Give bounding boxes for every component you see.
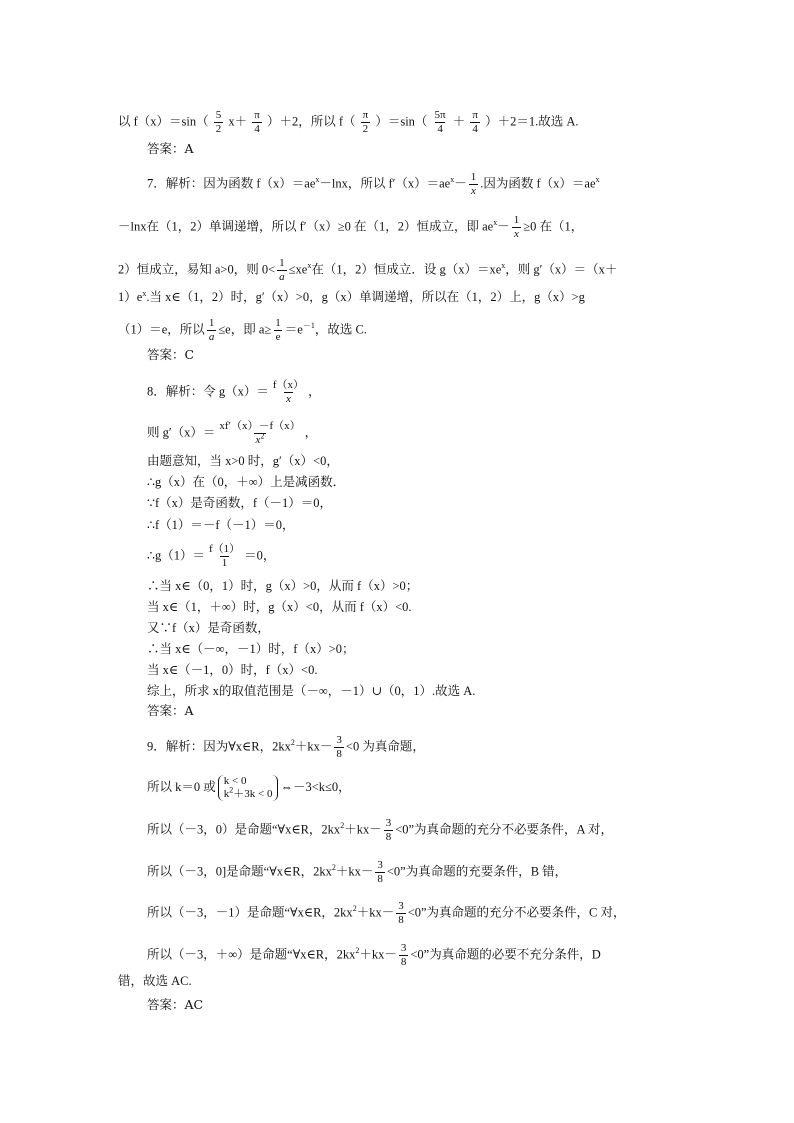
text-run: .因为函数 f（x）＝ae: [480, 176, 596, 191]
q8-line-2: [147, 421, 317, 446]
q8-line-12: 当 x∈（－1，0）时，f（x）<0.: [147, 663, 318, 677]
superscript: x: [315, 175, 320, 185]
q9-line-6: [147, 943, 601, 968]
text-run: x＋: [228, 114, 248, 129]
superscript: 2: [229, 785, 234, 795]
denominator: 8: [385, 831, 392, 843]
text-run: 7．解析：因为函数 f（x）＝ae: [147, 176, 316, 191]
denominator: x: [514, 228, 519, 240]
fraction: [469, 172, 479, 197]
q8-line-11: ∴当 x∈（－∞，－1）时，f（x）>0；: [147, 642, 355, 656]
fraction: [512, 215, 522, 240]
text-run: ∴g（1）＝: [147, 548, 205, 563]
q6-answer: 答案：A: [147, 141, 194, 156]
q8-line-7: [147, 544, 275, 569]
q9-line-4: [147, 860, 567, 885]
text-run: ＋3k < 0: [233, 788, 273, 800]
fraction: [470, 110, 480, 135]
numerator: xf′（x）－f（x）: [219, 420, 301, 432]
text-run: ≥0 在（1，: [523, 219, 584, 234]
superscript: x: [142, 288, 147, 298]
q7-answer: 答案：C: [147, 347, 195, 362]
fraction: [217, 421, 302, 446]
q8-line-13: 综上，所求 x的取值范围是（－∞，－1）∪（0，1）.故选 A.: [147, 684, 476, 698]
q9-line-2: [147, 775, 351, 801]
q9-line-7: 错，故选 AC.: [118, 974, 192, 988]
q9-line-3: [147, 818, 613, 843]
denominator: 8: [400, 956, 407, 968]
q7-line-4: [118, 288, 585, 306]
numerator: π: [472, 109, 478, 121]
fraction: [361, 110, 371, 135]
q8-line-5: ∵f（x）是奇函数，f（－1）＝0，: [147, 496, 333, 510]
text-run: ＋kx－: [335, 864, 374, 879]
denominator: x: [471, 185, 476, 197]
q7-line-3: [118, 258, 617, 283]
denominator: a: [208, 331, 215, 343]
superscript: x: [501, 261, 506, 271]
denominator: [254, 433, 267, 446]
numerator: π: [362, 109, 369, 121]
text-run: 则 g′（x）＝: [147, 425, 216, 440]
text-run: k: [223, 788, 230, 800]
fraction: [252, 110, 262, 135]
text-run: <0 为真命题，: [345, 739, 425, 754]
text-run: 所以 k＝0 或: [147, 779, 216, 794]
text-run: 8．解析：令 g（x）＝: [147, 384, 269, 399]
text-run: －: [497, 219, 510, 234]
text-run: 所以（－3，－1）是命题“∀x∈R，2kx: [147, 905, 353, 920]
q8-line-3: 由题意知，当 x>0 时，g′（x）<0，: [147, 454, 339, 468]
denominator: 2: [362, 123, 369, 135]
text-run: ≤e，即 a≥: [218, 322, 272, 337]
q7-line-2: [118, 215, 583, 240]
fraction: [375, 860, 385, 885]
denominator: 8: [377, 873, 383, 885]
text-run: ≤xe: [288, 262, 308, 277]
fraction: [384, 818, 394, 843]
system-row: k < 0: [223, 775, 247, 787]
inequality-system: [218, 775, 279, 801]
superscript: 2: [340, 821, 345, 831]
fraction: [396, 901, 406, 926]
numerator: 5π: [434, 109, 446, 121]
q9-answer: 答案：AC: [147, 997, 204, 1012]
numerator: 1: [513, 214, 520, 226]
superscript: x: [307, 261, 312, 271]
system-row: [223, 785, 273, 801]
denominator: 2: [215, 123, 222, 135]
text-run: .当 x∈（1，2）时，g′（x）>0，g（x）单调递增，所以在（1，2）上，g（x）>g: [146, 290, 585, 304]
text-run: 1）e: [118, 290, 143, 304]
fraction: [207, 544, 242, 569]
numerator: 3: [385, 817, 392, 829]
fraction: [433, 110, 448, 135]
numerator: 3: [398, 900, 404, 912]
text-run: ，: [308, 384, 321, 399]
text-run: 所以（－3，0）是命题“∀x∈R，2kx: [147, 822, 341, 837]
text-run: ＋kx－: [344, 822, 382, 837]
q8-line-10: 又∵f（x）是奇函数，: [147, 621, 270, 635]
denominator: x: [286, 393, 291, 405]
text-run: ＋: [452, 114, 466, 129]
fraction: [334, 735, 344, 760]
q6-line-1: [118, 110, 578, 135]
text-run: 所以（－3，0]是命题“∀x∈R，2kx: [147, 864, 332, 879]
q8-answer: 答案：A: [147, 703, 194, 718]
q8-line-8: ∴当 x∈（0，1）时，g（x）>0，从而 f（x）>0；: [147, 579, 419, 593]
superscript: 2: [290, 738, 295, 748]
denominator: 1: [221, 557, 228, 569]
q9-line-5: [147, 901, 626, 926]
text-run: ）＋2，所以 f（: [266, 114, 356, 129]
text-run: 9．解析：因为∀x∈R，2kx: [147, 739, 291, 754]
superscript: 2: [331, 863, 336, 873]
numerator: 1: [275, 317, 281, 329]
text-run: 以 f（x）＝sin（: [118, 114, 209, 129]
denominator: 8: [398, 914, 404, 926]
fraction: [214, 110, 224, 135]
superscript: 2: [352, 904, 357, 914]
superscript: x: [493, 218, 498, 228]
text-run: －lnx，所以 f′（x）＝ae: [319, 176, 451, 191]
text-run: ）＝sin（: [375, 114, 428, 129]
numerator: 1: [279, 257, 285, 269]
text-run: ＋kx－: [356, 905, 395, 920]
fraction: [273, 318, 283, 343]
fraction: [399, 943, 409, 968]
text-run: ＋kx－: [294, 739, 333, 754]
superscript: 2: [355, 946, 360, 956]
q8-line-9: 当 x∈（1，＋∞）时，g（x）<0，从而 f（x）<0.: [147, 600, 412, 614]
text-run: ＋kx－: [359, 947, 397, 962]
numerator: 5: [215, 109, 222, 121]
q8-line-4: ∴g（x）在（0，＋∞）上是减函数．: [147, 475, 346, 489]
text-run: <0”为真命题的充分不必要条件，A 对，: [395, 822, 614, 837]
numerator: π: [254, 109, 260, 121]
q8-line-6: ∴f（1）＝－f（－1）＝0，: [147, 518, 295, 532]
q9-line-1: [147, 735, 425, 760]
denominator: 4: [472, 123, 478, 135]
q8-line-1: [147, 380, 321, 405]
text-run: ＝e: [284, 322, 303, 337]
superscript: －1: [302, 321, 315, 331]
numerator: 3: [377, 859, 383, 871]
text-run: <0”为真命题的必要不充分条件，D: [410, 947, 601, 962]
numerator: 3: [336, 734, 342, 746]
text-run: ，: [304, 425, 318, 440]
denominator: a: [279, 271, 285, 283]
superscript: 2: [260, 431, 265, 441]
text-run: －: [454, 176, 467, 191]
q7-line-1: [147, 172, 600, 197]
denominator: 4: [254, 123, 260, 135]
text-run: <0”为真命题的充分不必要条件，C 对，: [407, 905, 626, 920]
numerator: 3: [400, 942, 407, 954]
text-run: <0”为真命题的充要条件，B 错，: [386, 864, 568, 879]
q7-line-5: [118, 318, 367, 343]
numerator: 1: [208, 317, 215, 329]
text-run: ，故选 C.: [314, 322, 367, 337]
denominator: e: [275, 331, 281, 343]
denominator: 8: [336, 748, 342, 760]
denominator-base: x: [255, 434, 261, 446]
superscript: x: [595, 175, 600, 185]
numerator: 1: [470, 171, 477, 183]
text-run: 2）恒成立，易知 a>0，则 0<: [118, 262, 276, 277]
fraction: [271, 380, 306, 405]
superscript: x: [450, 175, 455, 185]
fraction: [277, 258, 287, 283]
fraction: [207, 318, 217, 343]
text-run: ）＋2＝1.故选 A.: [485, 114, 579, 129]
text-run: －lnx在（1，2）单调递增，所以 f′（x）≥0 在（1，2）恒成立，即 ae: [118, 219, 494, 234]
text-run: （1）＝e，所以: [118, 322, 205, 337]
text-run: ⇔－3<k≤0，: [280, 779, 351, 794]
numerator: f（x）: [272, 379, 305, 391]
numerator: f（1）: [208, 543, 241, 555]
text-run: 在（1，2）恒成立．设 g（x）＝xe: [311, 262, 502, 277]
text-run: ＝0，: [244, 548, 276, 563]
text-run: 所以（－3，＋∞）是命题“∀x∈R，2kx: [147, 947, 356, 962]
denominator: 4: [437, 123, 443, 135]
text-run: ，则 g′（x）＝（x＋: [505, 262, 618, 277]
